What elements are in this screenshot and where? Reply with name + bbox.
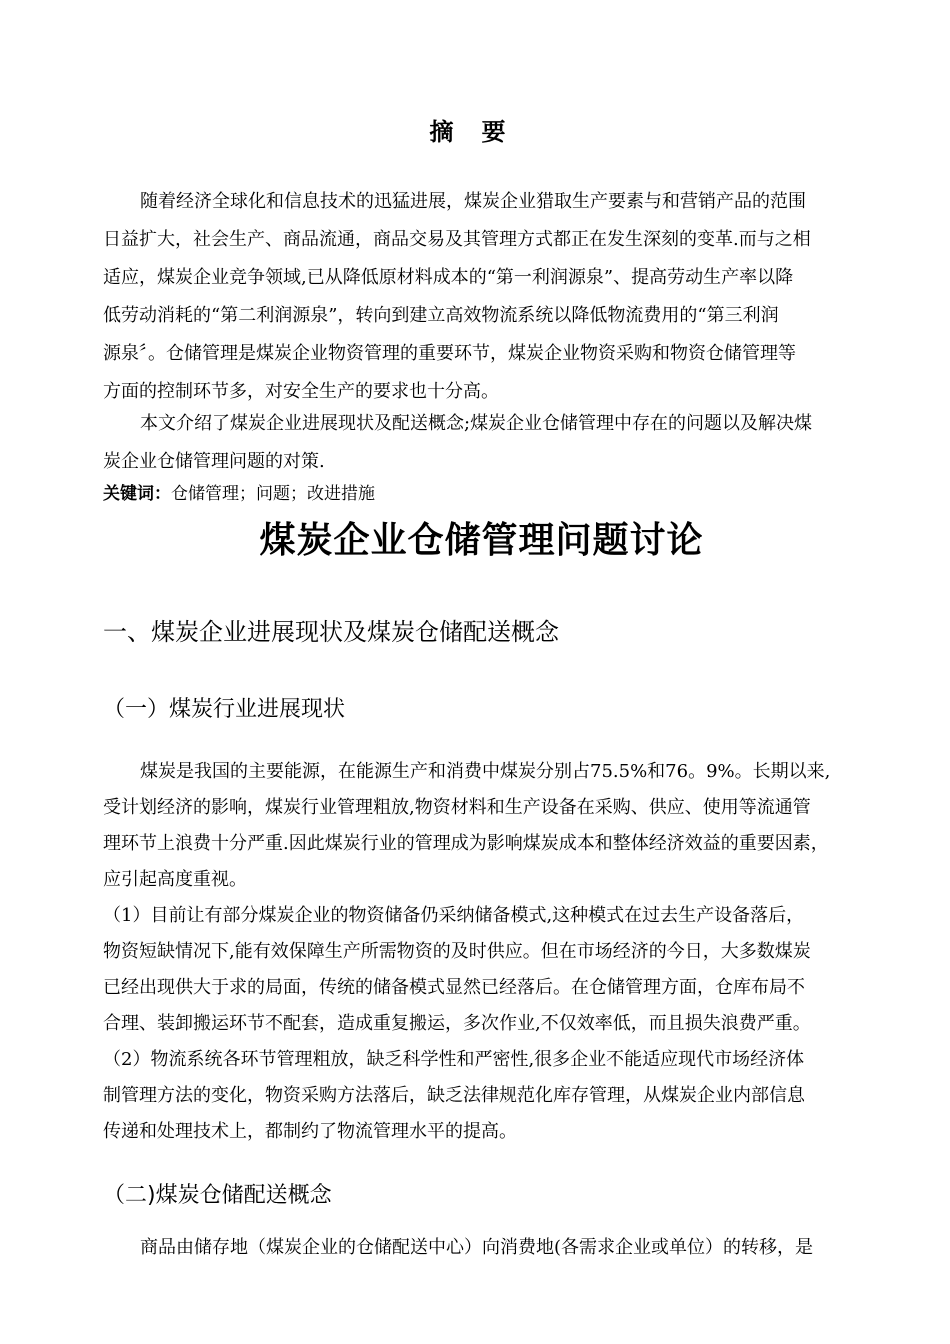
body-line: 商品由储存地（煤炭企业的仓储配送中心）向消费地(各需求企业或单位）的转移，是 <box>140 1237 814 1258</box>
keywords-label: 关键词： <box>103 484 171 504</box>
abstract-line: 日益扩大，社会生产、商品流通，商品交易及其管理方式都正在发生深刻的变革.而与之相 <box>103 229 811 250</box>
subsection-heading: （二)煤炭仓储配送概念 <box>103 1183 332 1208</box>
list-item-line: 已经出现供大于求的局面，传统的储备模式显然已经落后。在仓储管理方面，仓库布局不 <box>103 977 805 998</box>
keywords-value: 仓储管理；问题；改进措施 <box>171 484 375 504</box>
section-heading: 一、煤炭企业进展现状及煤炭仓储配送概念 <box>103 618 559 646</box>
list-item-line: 制管理方法的变化，物资采购方法落后，缺乏法律规范化库存管理，从煤炭企业内部信息 <box>103 1085 805 1106</box>
abstract-title: 摘要 <box>429 117 534 146</box>
list-item-line: 合理、装卸搬运环节不配套，造成重复搬运，多次作业,不仅效率低，而且损失浪费严重。 <box>103 1013 811 1034</box>
body-line: 受计划经济的影响，煤炭行业管理粗放,物资材料和生产设备在采购、供应、使用等流通管 <box>103 797 811 818</box>
body-line: 理环节上浪费十分严重.因此煤炭行业的管理成为影响煤炭成本和整体经济效益的重要因素， <box>103 833 829 854</box>
abstract-line: 炭企业仓储管理问题的对策. <box>103 451 325 472</box>
list-item-line: 传递和处理技术上，都制约了物流管理水平的提高。 <box>103 1121 517 1142</box>
subsection-heading: （一）煤炭行业进展现状 <box>103 697 346 722</box>
abstract-line: 随着经济全球化和信息技术的迅猛进展，煤炭企业猎取生产要素与和营销产品的范围 <box>140 191 806 212</box>
body-line: 应引起高度重视。 <box>103 869 247 890</box>
list-item-line: 物资短缺情况下,能有效保障生产所需物资的及时供应。但在市场经济的今日，大多数煤炭 <box>103 941 811 962</box>
abstract-line: 本文介绍了煤炭企业进展现状及配送概念;煤炭企业仓储管理中存在的问题以及解决煤 <box>140 413 813 434</box>
list-item-line: （2）物流系统各环节管理粗放，缺乏科学性和严密性,很多企业不能适应现代市场经济体 <box>103 1049 805 1070</box>
body-line: 煤炭是我国的主要能源，在能源生产和消费中煤炭分别占75.5%和76。9%。长期以来, <box>140 761 831 782</box>
abstract-line: 方面的控制环节多，对安全生产的要求也十分高。 <box>103 381 499 402</box>
abstract-line: 适应，煤炭企业竞争领域,已从降低原材料成本的“第一利润源泉”、提高劳动生产率以降 <box>103 267 794 288</box>
abstract-line: 低劳动消耗的“第二利润源泉”，转向到建立高效物流系统以降低物流费用的“第三利润 <box>103 305 779 326</box>
list-item-line: （1）目前让有部分煤炭企业的物资储备仍采纳储备模式,这种模式在过去生产设备落后， <box>103 905 805 926</box>
abstract-line: 源泉〞。仓储管理是煤炭企业物资管理的重要环节，煤炭企业物资采购和物资仓储管理等 <box>103 343 796 364</box>
keywords <box>103 484 375 504</box>
main-title: 煤炭企业仓储管理问题讨论 <box>259 520 704 561</box>
